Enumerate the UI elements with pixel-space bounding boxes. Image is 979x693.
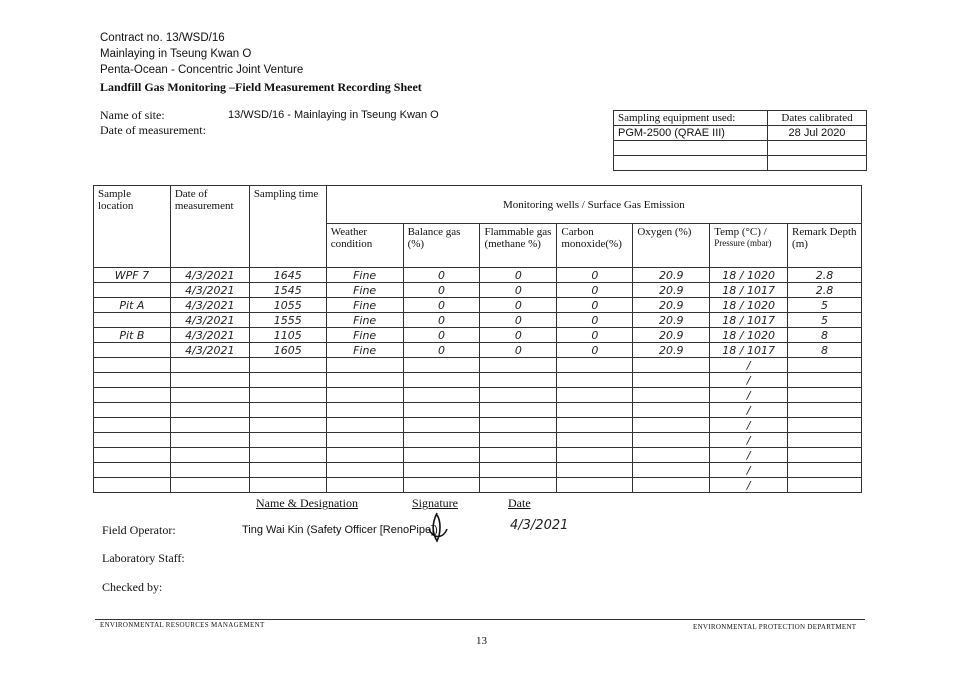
cell-weather [326,358,403,373]
header-pressure: Pressure (mbar) [714,238,772,248]
cell-location [94,448,171,463]
cell-date: 4/3/2021 [170,313,249,328]
cell-oxygen [633,478,710,493]
cell-balance: 0 [403,328,480,343]
measurement-table [93,185,862,493]
cell-depth: 5 [788,298,862,313]
cell-oxygen: 20.9 [633,283,710,298]
cell-co [557,448,633,463]
cell-weather [326,448,403,463]
contract-number: Contract no. 13/WSD/16 [100,32,225,44]
cell-oxygen: 20.9 [633,268,710,283]
cell-date: 4/3/2021 [170,283,249,298]
table-row [94,403,862,418]
cell-oxygen: 20.9 [633,343,710,358]
cell-flammable: 0 [480,298,557,313]
cell-date [170,388,249,403]
cell-tp: / [710,433,788,448]
cell-temp: 18 [722,268,737,282]
cell-flammable [480,463,557,478]
header-sampling-time: Sampling time [249,186,326,268]
cell-date: 4/3/2021 [170,343,249,358]
cell-co [557,373,633,388]
field-operator-date: 4/3/2021 [510,518,569,533]
cell-balance [403,448,480,463]
cell-time: 1055 [249,298,326,313]
cell-oxygen [633,433,710,448]
cell-location: Pit A [94,298,171,313]
cell-balance: 0 [403,298,480,313]
cell-co [557,478,633,493]
equipment-table [613,110,867,171]
cell-date [170,478,249,493]
calibration-date: 28 Jul 2020 [768,126,867,141]
cell-date [170,358,249,373]
cell-weather [326,478,403,493]
table-row [94,463,862,478]
cell-location [94,403,171,418]
cell-co: 0 [557,283,633,298]
cell-location [94,283,171,298]
cell-balance [403,433,480,448]
calibration-header: Dates calibrated [768,111,867,126]
signoff-name-header: Name & Designation [256,496,358,510]
cell-tp: 18 / 1020 [710,268,788,283]
cell-date [170,373,249,388]
cell-time: 1105 [249,328,326,343]
cell-co: 0 [557,328,633,343]
cell-depth [788,463,862,478]
cell-weather: Fine [326,313,403,328]
cell-location [94,418,171,433]
cell-weather: Fine [326,343,403,358]
cell-weather [326,373,403,388]
cell-time [249,358,326,373]
project-name: Mainlaying in Tseung Kwan O [100,48,252,60]
cell-flammable [480,388,557,403]
cell-flammable [480,373,557,388]
table-row [94,343,862,358]
cell-balance: 0 [403,283,480,298]
cell-location [94,478,171,493]
cell-flammable: 0 [480,313,557,328]
cell-oxygen [633,448,710,463]
date-of-measurement-label: Date of measurement: [100,123,206,137]
field-operator-label: Field Operator: [102,523,176,537]
cell-balance [403,358,480,373]
equipment-value: PGM-2500 (QRAE III) [614,126,768,141]
header-carbon-monoxide: Carbon monoxide(%) [557,224,633,268]
cell-date [170,433,249,448]
equipment-empty-cell [614,141,768,156]
cell-tp: / [710,478,788,493]
table-row [94,268,862,283]
cell-tp: / [710,463,788,478]
cell-tp: / [710,448,788,463]
cell-balance: 0 [403,268,480,283]
cell-date: 4/3/2021 [170,328,249,343]
cell-date [170,403,249,418]
cell-depth [788,388,862,403]
cell-flammable [480,478,557,493]
cell-location [94,373,171,388]
cell-location [94,463,171,478]
cell-tp: 18 / 1017 [710,343,788,358]
header-temp-pressure [710,224,788,268]
cell-pressure: 1020 [746,298,775,312]
cell-time [249,463,326,478]
cell-tp: / [710,358,788,373]
footer-right: ENVIRONMENTAL PROTECTION DEPARTMENT [693,623,857,631]
cell-co: 0 [557,343,633,358]
equipment-empty-cell [768,141,867,156]
table-row [94,418,862,433]
equipment-empty-cell [614,156,768,171]
cell-temp: 18 [722,313,737,327]
checked-by-label: Checked by: [102,580,163,594]
cell-time [249,418,326,433]
cell-pressure: 1017 [746,283,775,297]
cell-location: Pit B [94,328,171,343]
cell-date [170,463,249,478]
cell-flammable: 0 [480,268,557,283]
cell-flammable [480,448,557,463]
signoff-signature-header: Signature [412,496,458,510]
cell-co [557,463,633,478]
signoff-date-header: Date [508,496,531,510]
cell-depth: 5 [788,313,862,328]
cell-flammable: 0 [480,343,557,358]
cell-weather [326,403,403,418]
cell-time [249,478,326,493]
page-number: 13 [476,635,487,647]
cell-oxygen: 20.9 [633,328,710,343]
cell-balance [403,373,480,388]
cell-depth [788,478,862,493]
cell-flammable [480,403,557,418]
cell-balance [403,418,480,433]
cell-flammable [480,418,557,433]
cell-balance [403,463,480,478]
cell-tp: 18 / 1017 [710,283,788,298]
cell-temp: 18 [722,283,737,297]
cell-time [249,448,326,463]
cell-flammable [480,358,557,373]
cell-balance [403,388,480,403]
cell-date: 4/3/2021 [170,268,249,283]
cell-oxygen [633,418,710,433]
handwritten-signature [425,511,449,545]
cell-tp: / [710,373,788,388]
table-row [94,478,862,493]
site-name-label: Name of site: [100,108,165,122]
table-row [94,433,862,448]
cell-depth: 8 [788,328,862,343]
cell-location [94,433,171,448]
cell-balance [403,403,480,418]
cell-depth [788,358,862,373]
header-balance-gas: Balance gas (%) [403,224,480,268]
cell-oxygen [633,373,710,388]
footer-left: ENVIRONMENTAL RESOURCES MANAGEMENT [100,621,265,629]
cell-oxygen [633,358,710,373]
footer-divider [95,619,865,620]
sheet-title: Landfill Gas Monitoring –Field Measurement Recording Sheet [100,80,422,94]
cell-date: 4/3/2021 [170,298,249,313]
cell-weather [326,433,403,448]
cell-pressure: 1020 [746,268,775,282]
cell-pressure: 1017 [746,313,775,327]
header-temp: Temp (°C) / [714,226,767,238]
cell-oxygen: 20.9 [633,298,710,313]
cell-depth [788,403,862,418]
cell-depth [788,373,862,388]
cell-balance: 0 [403,313,480,328]
cell-location: WPF 7 [94,268,171,283]
cell-depth [788,448,862,463]
cell-depth: 2.8 [788,283,862,298]
cell-tp: / [710,403,788,418]
cell-temp: 18 [722,328,737,342]
cell-co [557,433,633,448]
cell-weather: Fine [326,268,403,283]
cell-flammable: 0 [480,328,557,343]
cell-pressure: 1017 [746,343,775,357]
lab-staff-label: Laboratory Staff: [102,551,185,565]
cell-depth: 8 [788,343,862,358]
cell-date [170,448,249,463]
table-row [94,358,862,373]
cell-oxygen: 20.9 [633,313,710,328]
table-row [94,373,862,388]
cell-tp: 18 / 1020 [710,298,788,313]
table-row [94,313,862,328]
header-sample-location: Sample location [94,186,171,268]
cell-co: 0 [557,268,633,283]
cell-weather [326,388,403,403]
header-date-of-measurement: Date of measurement [170,186,249,268]
cell-oxygen [633,388,710,403]
equipment-header: Sampling equipment used: [614,111,768,126]
cell-date [170,418,249,433]
cell-co [557,418,633,433]
cell-pressure: 1020 [746,328,775,342]
cell-location [94,343,171,358]
cell-oxygen [633,403,710,418]
cell-location [94,388,171,403]
cell-depth [788,418,862,433]
cell-co: 0 [557,298,633,313]
cell-time: 1645 [249,268,326,283]
table-row [94,328,862,343]
header-oxygen: Oxygen (%) [633,224,710,268]
header-monitoring-group: Monitoring wells / Surface Gas Emission [326,186,861,224]
cell-weather [326,418,403,433]
cell-time [249,388,326,403]
header-weather: Weather condition [326,224,403,268]
cell-weather: Fine [326,298,403,313]
cell-tp: / [710,418,788,433]
cell-co [557,358,633,373]
header-flammable-gas: Flammable gas (methane %) [480,224,557,268]
table-row [94,298,862,313]
cell-depth [788,433,862,448]
cell-location [94,358,171,373]
equipment-empty-cell [768,156,867,171]
field-operator-name: Ting Wai Kin (Safety Officer [RenoPipe]) [242,524,438,536]
cell-weather: Fine [326,328,403,343]
cell-temp: 18 [722,343,737,357]
cell-time [249,403,326,418]
cell-time: 1555 [249,313,326,328]
cell-time: 1545 [249,283,326,298]
cell-tp: 18 / 1017 [710,313,788,328]
cell-temp: 18 [722,298,737,312]
table-row [94,448,862,463]
header-remark-depth: Remark Depth (m) [788,224,862,268]
cell-flammable: 0 [480,283,557,298]
cell-balance: 0 [403,343,480,358]
site-name-value: 13/WSD/16 - Mainlaying in Tseung Kwan O [228,109,439,121]
contractor-name: Penta-Ocean - Concentric Joint Venture [100,64,304,76]
cell-flammable [480,433,557,448]
cell-time [249,433,326,448]
cell-co [557,388,633,403]
cell-co: 0 [557,313,633,328]
cell-depth: 2.8 [788,268,862,283]
cell-time [249,373,326,388]
cell-tp: 18 / 1020 [710,328,788,343]
table-row [94,388,862,403]
cell-weather [326,463,403,478]
cell-oxygen [633,463,710,478]
cell-balance [403,478,480,493]
cell-tp: / [710,388,788,403]
cell-weather: Fine [326,283,403,298]
table-row [94,283,862,298]
cell-time: 1605 [249,343,326,358]
cell-co [557,403,633,418]
cell-location [94,313,171,328]
